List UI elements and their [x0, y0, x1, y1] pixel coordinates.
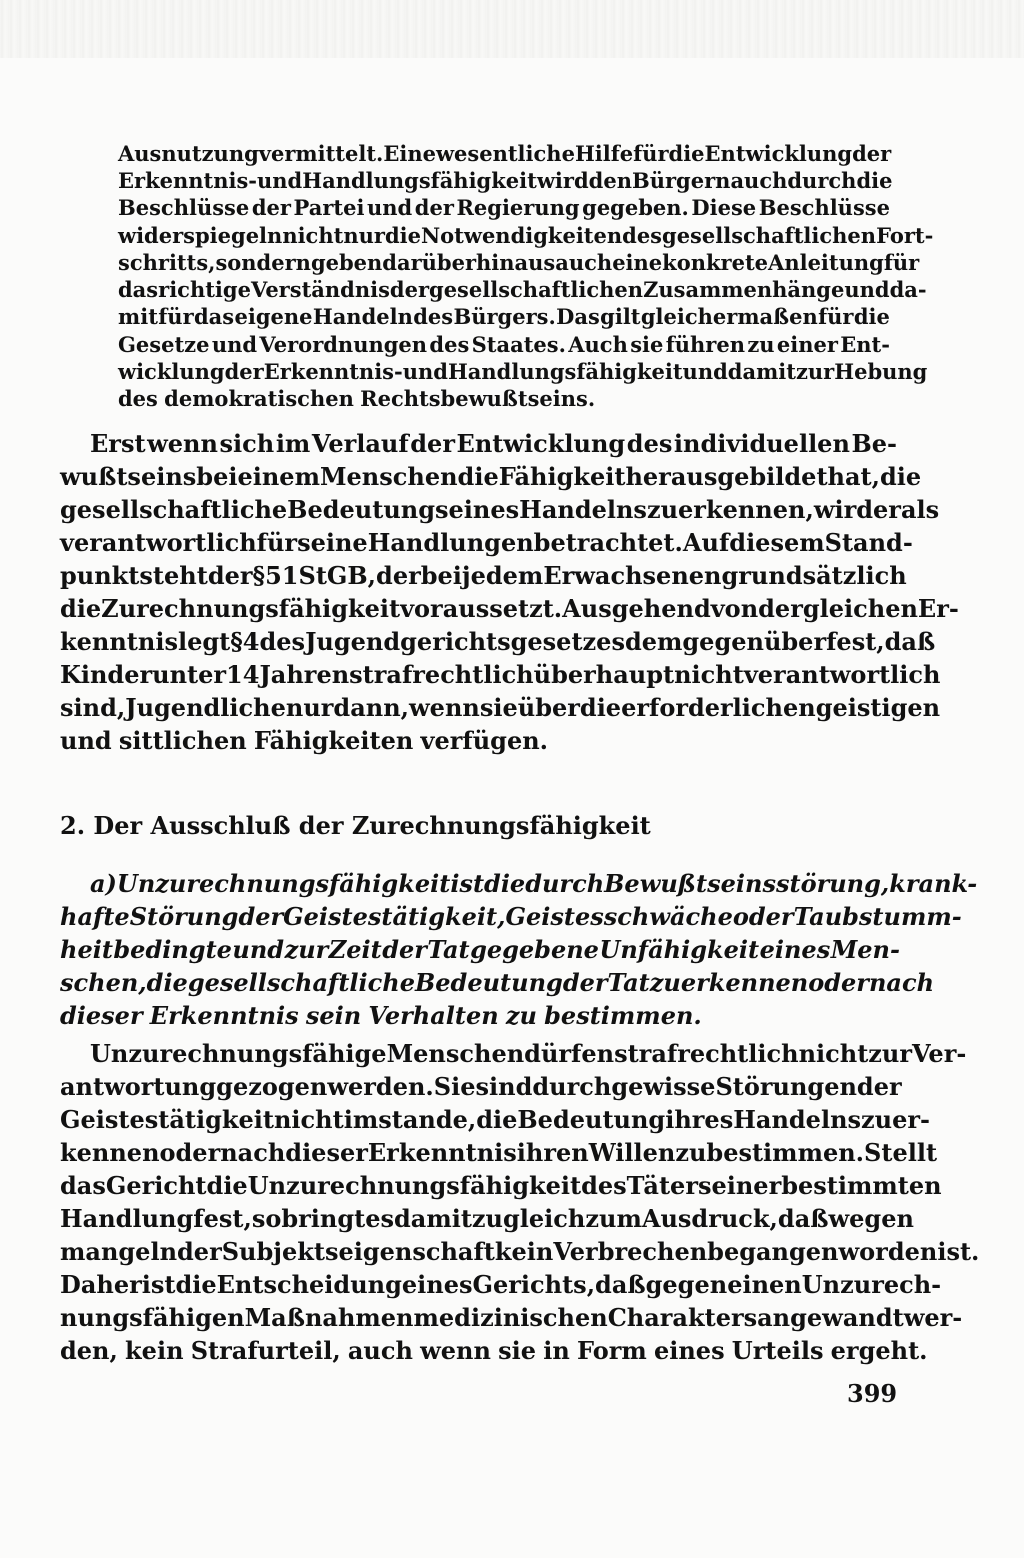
paragraph-2-line: die Zurechnungsfähigkeit voraussetzt. Ausgehend von der gleichen Er-	[60, 594, 959, 623]
paragraph-3-line: nungsfähigen Maßnahmen medizinischen Charakters angewandt wer-	[60, 1303, 963, 1332]
definition-line: hafte Störung der Geistestätigkeit, Geistesschwäche oder Taubstumm-	[60, 902, 962, 931]
paragraph-3-line: Handlung fest, so bringt es damit zugleich zum Ausdruck, daß wegen	[60, 1204, 914, 1233]
paragraph-3-line: das Gericht die Unzurechnungsfähigkeit des Täters einer bestimmten	[60, 1171, 942, 1200]
paragraph-2-line: verantwortlich für seine Handlungen betrachtet. Auf diesem Stand-	[60, 528, 913, 557]
paragraph-1-line: wicklung der Erkenntnis- und Handlungsfähigkeit und damit zur Hebung	[118, 359, 928, 384]
paragraph-2-line: und sittlichen Fähigkeiten verfügen.	[60, 726, 549, 755]
paragraph-3-line: kennen oder nach dieser Erkenntnis ihren Willen zu bestimmen. Stellt	[60, 1138, 938, 1167]
paragraph-1-line: das richtige Verständnis der gesellschaftlichen Zusammenhänge und da-	[118, 277, 927, 302]
paragraph-2-line: wußtseins bei einem Menschen die Fähigkeit herausgebildet hat, die	[60, 462, 922, 491]
paragraph-1-line: schritts, sondern geben darüber hinaus auch eine konkrete Anleitung für	[118, 250, 920, 275]
scan-edge-noise	[0, 0, 1024, 58]
paragraph-1-line: Erkenntnis- und Handlungsfähigkeit wird den Bürgern auch durch die	[118, 168, 893, 193]
paragraph-3-line: antwortung gezogen werden. Sie sind durch gewisse Störungen der	[60, 1072, 902, 1101]
definition-line: a) Unzurechnungsfähigkeit ist die durch Bewußtseinsstörung, krank-	[90, 869, 978, 898]
definition-line: heit bedingte und zur Zeit der Tat gegebene Unfähigkeit eines Men-	[60, 935, 900, 964]
section-heading: 2. Der Ausschluß der Zurechnungsfähigkeit	[60, 811, 651, 840]
page-number: 399	[847, 1379, 898, 1408]
paragraph-2-line: gesellschaftliche Bedeutung seines Handelns zu erkennen, wird er als	[60, 495, 940, 524]
definition-line: dieser Erkenntnis sein Verhalten zu bestimmen.	[60, 1001, 702, 1030]
paragraph-2-line: sind, Jugendliche nur dann, wenn sie über die erforderlichen geistigen	[60, 693, 941, 722]
definition-line: schen, die gesellschaftliche Bedeutung der Tat zu erkennen oder nach	[60, 968, 935, 997]
paragraph-3-line: Unzurechnungsfähige Menschen dürfen strafrechtlich nicht zur Ver-	[90, 1039, 967, 1068]
paragraph-1-line: Gesetze und Verordnungen des Staates. Auch sie führen zu einer Ent-	[118, 332, 890, 357]
paragraph-3-line: Daher ist die Entscheidung eines Gerichts, daß gegen einen Unzurech-	[60, 1270, 942, 1299]
paragraph-1-line: mit für das eigene Handeln des Bürgers. Das gilt gleichermaßen für die	[118, 304, 890, 329]
paragraph-1-line: Beschlüsse der Partei und der Regierung gegeben. Diese Beschlüsse	[118, 195, 890, 220]
paragraph-2-line: Kinder unter 14 Jahren strafrechtlich überhaupt nicht verantwortlich	[60, 660, 941, 689]
paragraph-2-line: kenntnis legt § 4 des Jugendgerichtsgesetzes demgegenüber fest, daß	[60, 627, 936, 656]
paragraph-3-line: den, kein Strafurteil, auch wenn sie in Form eines Urteils ergeht.	[60, 1336, 928, 1365]
paragraph-1-line: des demokratischen Rechtsbewußtseins.	[118, 386, 596, 411]
paragraph-2-line: punkt steht der § 51 StGB, der bei jedem Erwachsenen grundsätzlich	[60, 561, 907, 590]
paragraph-1-line: Ausnutzung vermittelt. Eine wesentliche Hilfe für die Entwicklung der	[118, 141, 892, 166]
paragraph-1-line: widerspiegeln nicht nur die Notwendigkeiten des gesellschaftlichen Fort-	[118, 223, 934, 248]
paragraph-2-line: Erst wenn sich im Verlauf der Entwicklung des individuellen Be-	[90, 429, 897, 458]
paragraph-3-line: mangelnder Subjektseigenschaft kein Verbrechen begangen worden ist.	[60, 1237, 980, 1266]
paragraph-3-line: Geistestätigkeit nicht imstande, die Bedeutung ihres Handelns zu er-	[60, 1105, 930, 1134]
